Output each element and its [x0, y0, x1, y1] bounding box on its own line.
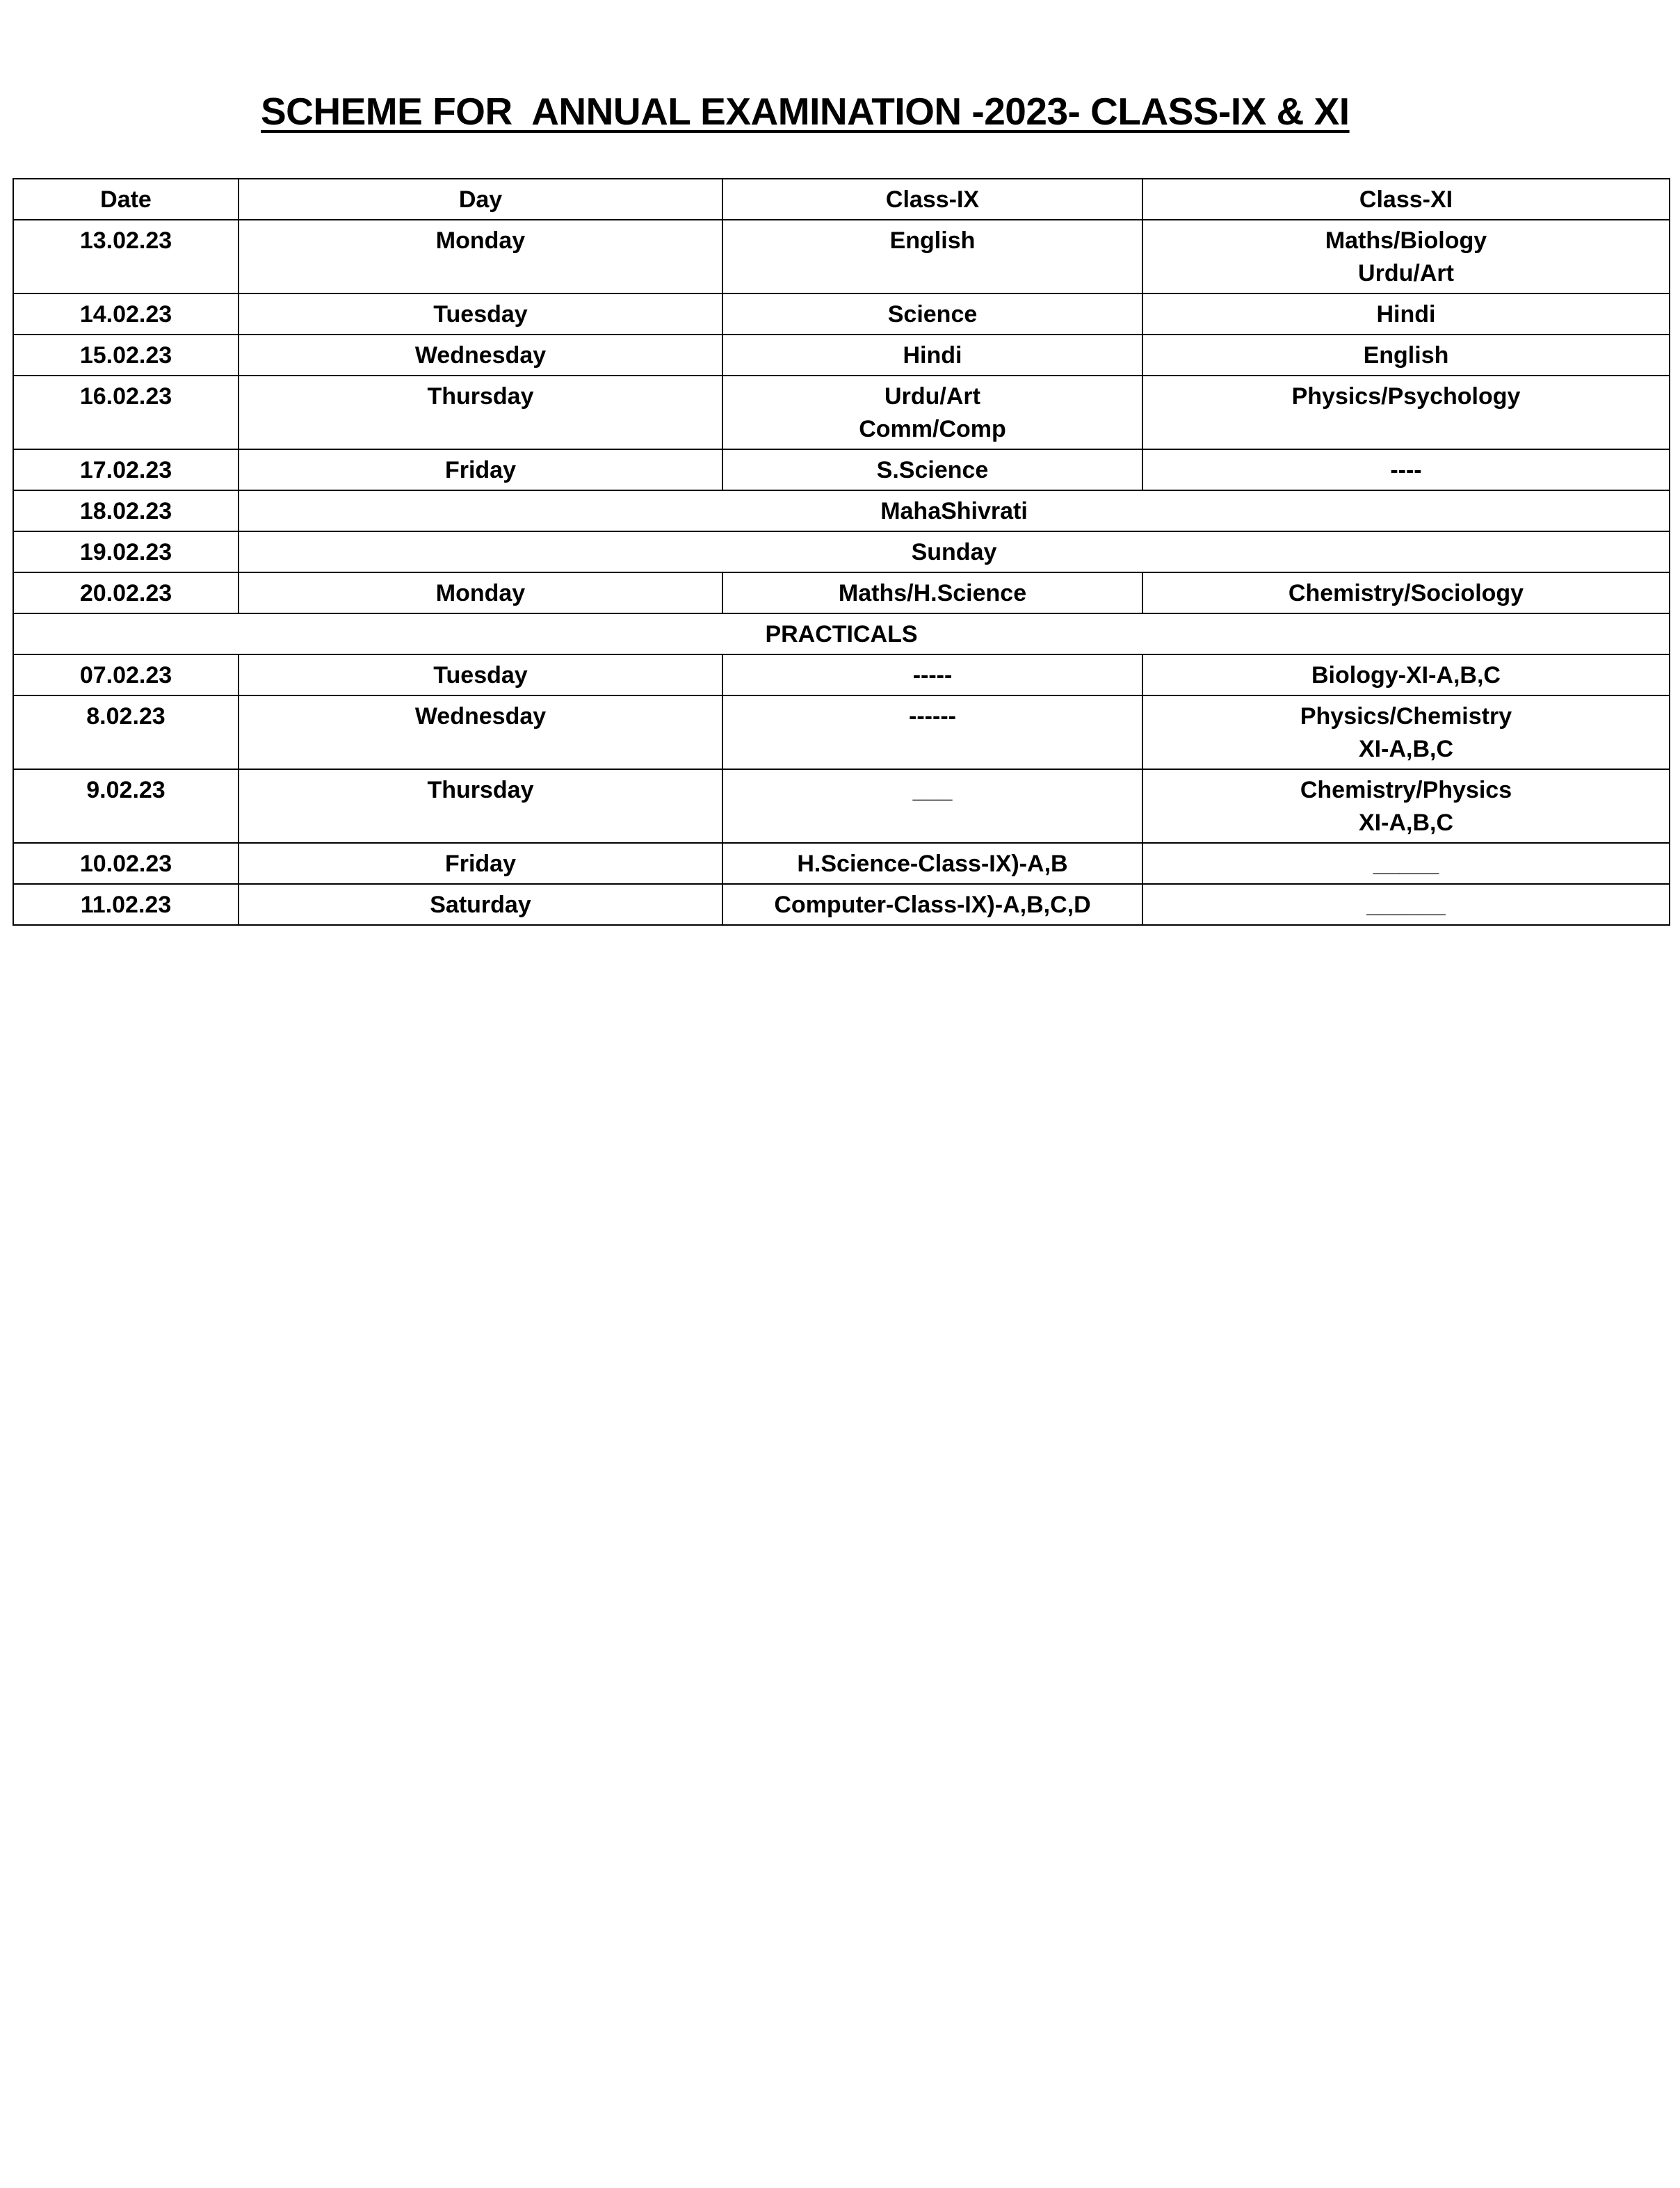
- table-row: [13, 843, 1670, 884]
- header-day: Day: [239, 179, 722, 220]
- table-row: [13, 769, 1670, 843]
- table-row: [13, 449, 1670, 490]
- table-row: [13, 695, 1670, 769]
- day-cell: Friday: [239, 449, 722, 490]
- class-xi-cell: Chemistry/Sociology: [1142, 572, 1670, 613]
- table-row: [13, 572, 1670, 613]
- day-cell: Thursday: [239, 376, 722, 449]
- date-cell: 18.02.23: [13, 490, 239, 531]
- class-ix-cell: -----: [722, 654, 1142, 695]
- class-ix-cell: English: [722, 220, 1142, 293]
- table-row: [13, 531, 1670, 572]
- class-ix-cell: Computer-Class-IX)-A,B,C,D: [722, 884, 1142, 925]
- class-ix-cell: Maths/H.Science: [722, 572, 1142, 613]
- day-cell: Tuesday: [239, 293, 722, 335]
- class-xi-cell: English: [1142, 335, 1670, 376]
- date-cell: 9.02.23: [13, 769, 239, 843]
- table-row: [13, 490, 1670, 531]
- class-xi-cell: Physics/Chemistry XI-A,B,C: [1142, 695, 1670, 769]
- table-row: [13, 293, 1670, 335]
- day-cell: Wednesday: [239, 335, 722, 376]
- class-ix-cell: Science: [722, 293, 1142, 335]
- table-header-row: [13, 179, 1670, 220]
- date-cell: 14.02.23: [13, 293, 239, 335]
- class-xi-cell: _____: [1142, 843, 1670, 884]
- date-cell: 15.02.23: [13, 335, 239, 376]
- day-cell: Monday: [239, 220, 722, 293]
- date-cell: 07.02.23: [13, 654, 239, 695]
- date-cell: 19.02.23: [13, 531, 239, 572]
- practicals-heading: PRACTICALS: [13, 613, 1670, 654]
- class-xi-cell: ----: [1142, 449, 1670, 490]
- header-date: Date: [13, 179, 239, 220]
- class-ix-cell: ___: [722, 769, 1142, 843]
- class-ix-cell: Hindi: [722, 335, 1142, 376]
- class-xi-cell: Physics/Psychology: [1142, 376, 1670, 449]
- day-cell: Wednesday: [239, 695, 722, 769]
- table-row: [13, 884, 1670, 925]
- class-xi-cell: ______: [1142, 884, 1670, 925]
- holiday-cell: Sunday: [239, 531, 1670, 572]
- table-row: [13, 220, 1670, 293]
- class-xi-cell: Chemistry/Physics XI-A,B,C: [1142, 769, 1670, 843]
- table-row: [13, 654, 1670, 695]
- class-ix-cell: ------: [722, 695, 1142, 769]
- date-cell: 10.02.23: [13, 843, 239, 884]
- date-cell: 16.02.23: [13, 376, 239, 449]
- table-row: [13, 335, 1670, 376]
- date-cell: 8.02.23: [13, 695, 239, 769]
- day-cell: Monday: [239, 572, 722, 613]
- class-ix-cell: Urdu/Art Comm/Comp: [722, 376, 1142, 449]
- table-row: [13, 376, 1670, 449]
- date-cell: 13.02.23: [13, 220, 239, 293]
- header-class-ix: Class-IX: [722, 179, 1142, 220]
- holiday-cell: MahaShivrati: [239, 490, 1670, 531]
- class-xi-cell: Hindi: [1142, 293, 1670, 335]
- day-cell: Tuesday: [239, 654, 722, 695]
- date-cell: 17.02.23: [13, 449, 239, 490]
- page-title: SCHEME FOR ANNUAL EXAMINATION -2023- CLASS-IX & XI: [261, 90, 1350, 133]
- class-ix-cell: H.Science-Class-IX)-A,B: [722, 843, 1142, 884]
- day-cell: Thursday: [239, 769, 722, 843]
- exam-schedule-table: [13, 178, 1670, 926]
- class-xi-cell: Biology-XI-A,B,C: [1142, 654, 1670, 695]
- date-cell: 20.02.23: [13, 572, 239, 613]
- day-cell: Saturday: [239, 884, 722, 925]
- date-cell: 11.02.23: [13, 884, 239, 925]
- class-ix-cell: S.Science: [722, 449, 1142, 490]
- class-xi-cell: Maths/Biology Urdu/Art: [1142, 220, 1670, 293]
- practicals-section-row: [13, 613, 1670, 654]
- day-cell: Friday: [239, 843, 722, 884]
- header-class-xi: Class-XI: [1142, 179, 1670, 220]
